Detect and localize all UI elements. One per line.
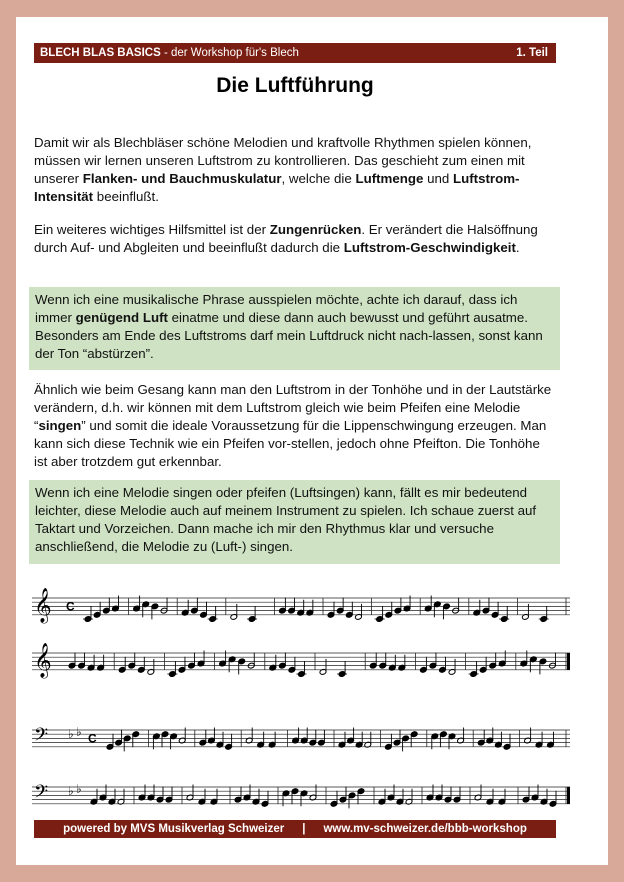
p2-bold-2: Luftstrom-Geschwindigkeit (343, 240, 516, 255)
p1-text-2: , welche die (281, 171, 356, 186)
final-bar-line (567, 653, 570, 670)
p3-text-1: Ähnlich wie beim Gesang kann man den Luftstrom in der Tonhöhe und in der Lautstärke verändern, d.h. wir können mit dem Luftstrom gleich wie beim Pfeifen eine Melodie “ (34, 382, 552, 433)
footer-url: www.mv-schweizer.de/bbb-workshop (323, 823, 527, 835)
page-title: Die Luftführung (216, 74, 374, 97)
flat-icon: ♭ (68, 727, 74, 742)
box2-text-1: Wenn ich eine Melodie singen oder pfeifen (Luftsingen) kann, fällt es mir bedeutend leichter, diese Melodie auch auf meinem Instrument zu spielen. Ich schaue zuerst auf Taktart und Vorzeichen. Dann mache ich mir den Rhythmus klar und versuche anschließend, die Melodie zu (Luft-) singen. (35, 485, 537, 554)
banner-subtitle: - der Workshop für's Blech (160, 47, 299, 59)
bass-clef-icon: 𝄢 (34, 725, 49, 750)
time-signature: C (88, 731, 97, 746)
p3-text-2: ” und somit die ideale Voraussetzung für die Lippenschwingung erzeugen. Man kann sich diese Technik wie ein Pfeifen vor-stellen, jedoch ohne Pfeifton. Die Tonhöhe ist aber trotzdem gut erkennbar. (34, 418, 547, 469)
music-staff-treble-2 (30, 641, 576, 685)
treble-clef-icon: 𝄞 (34, 588, 52, 623)
p1-bold-1: Flanken- und Bauchmuskulatur (82, 171, 282, 186)
footer-banner (34, 820, 556, 838)
p1-text-4: beeinflußt. (93, 189, 159, 204)
flat-icon: ♭ (76, 725, 82, 739)
p2-bold-1: Zungenrücken (269, 222, 362, 237)
paragraph-2 (34, 221, 554, 257)
time-signature: C (66, 599, 75, 614)
p2-text-1: Ein weiteres wichtiges Hilfsmittel ist der (34, 222, 270, 237)
banner-part: 1. Teil (516, 47, 548, 59)
header-banner (34, 43, 556, 63)
music-staff-treble-1 (30, 586, 576, 630)
treble-clef-icon: 𝄞 (34, 643, 52, 678)
p1-bold-3: Luftstrom-Intensität (34, 171, 520, 204)
footer-publisher: powered by MVS Musikverlag Schweizer (63, 823, 285, 835)
music-staff-bass-2 (30, 775, 576, 815)
p3-bold-1: singen (38, 418, 82, 433)
p1-text-3: und (423, 171, 453, 186)
p1-bold-2: Luftmenge (355, 171, 424, 186)
p2-text-3: . (515, 240, 520, 255)
paragraph-3 (34, 381, 554, 471)
info-box-2 (29, 480, 560, 564)
box1-text-1: Wenn ich eine musikalische Phrase ausspielen möchte, achte ich darauf, dass ich immer (35, 292, 518, 325)
bass-clef-icon: 𝄢 (34, 782, 49, 807)
flat-icon: ♭ (76, 782, 82, 796)
paragraph-1 (34, 134, 554, 206)
p2-text-2: . Er verändert die Halsöffnung durch Auf- und Abgleiten und beeinflußt dadurch die (34, 222, 538, 255)
final-bar-line (567, 787, 570, 804)
box1-text-2: einatme und diese dann auch bewusst und geführt ausatme. Besonders am Ende des Luftstroms darf mein Luftdruck nicht nach-lassen, sonst kann der Ton “abstürzen”. (35, 310, 543, 361)
banner-series: BLECH BLAS BASICS (40, 47, 161, 59)
info-box-1 (29, 287, 560, 370)
flat-icon: ♭ (68, 784, 74, 799)
p1-text-1: Damit wir als Blechbläser schöne Melodien und kraftvolle Rhythmen spielen können, müssen wir lernen unseren Luftstrom zu kontrollieren. Das geschieht zum einen mit unserer (34, 135, 532, 186)
footer-separator: | (302, 823, 306, 835)
box1-bold-1: genügend Luft (75, 310, 168, 325)
music-staff-bass-1 (30, 718, 576, 758)
